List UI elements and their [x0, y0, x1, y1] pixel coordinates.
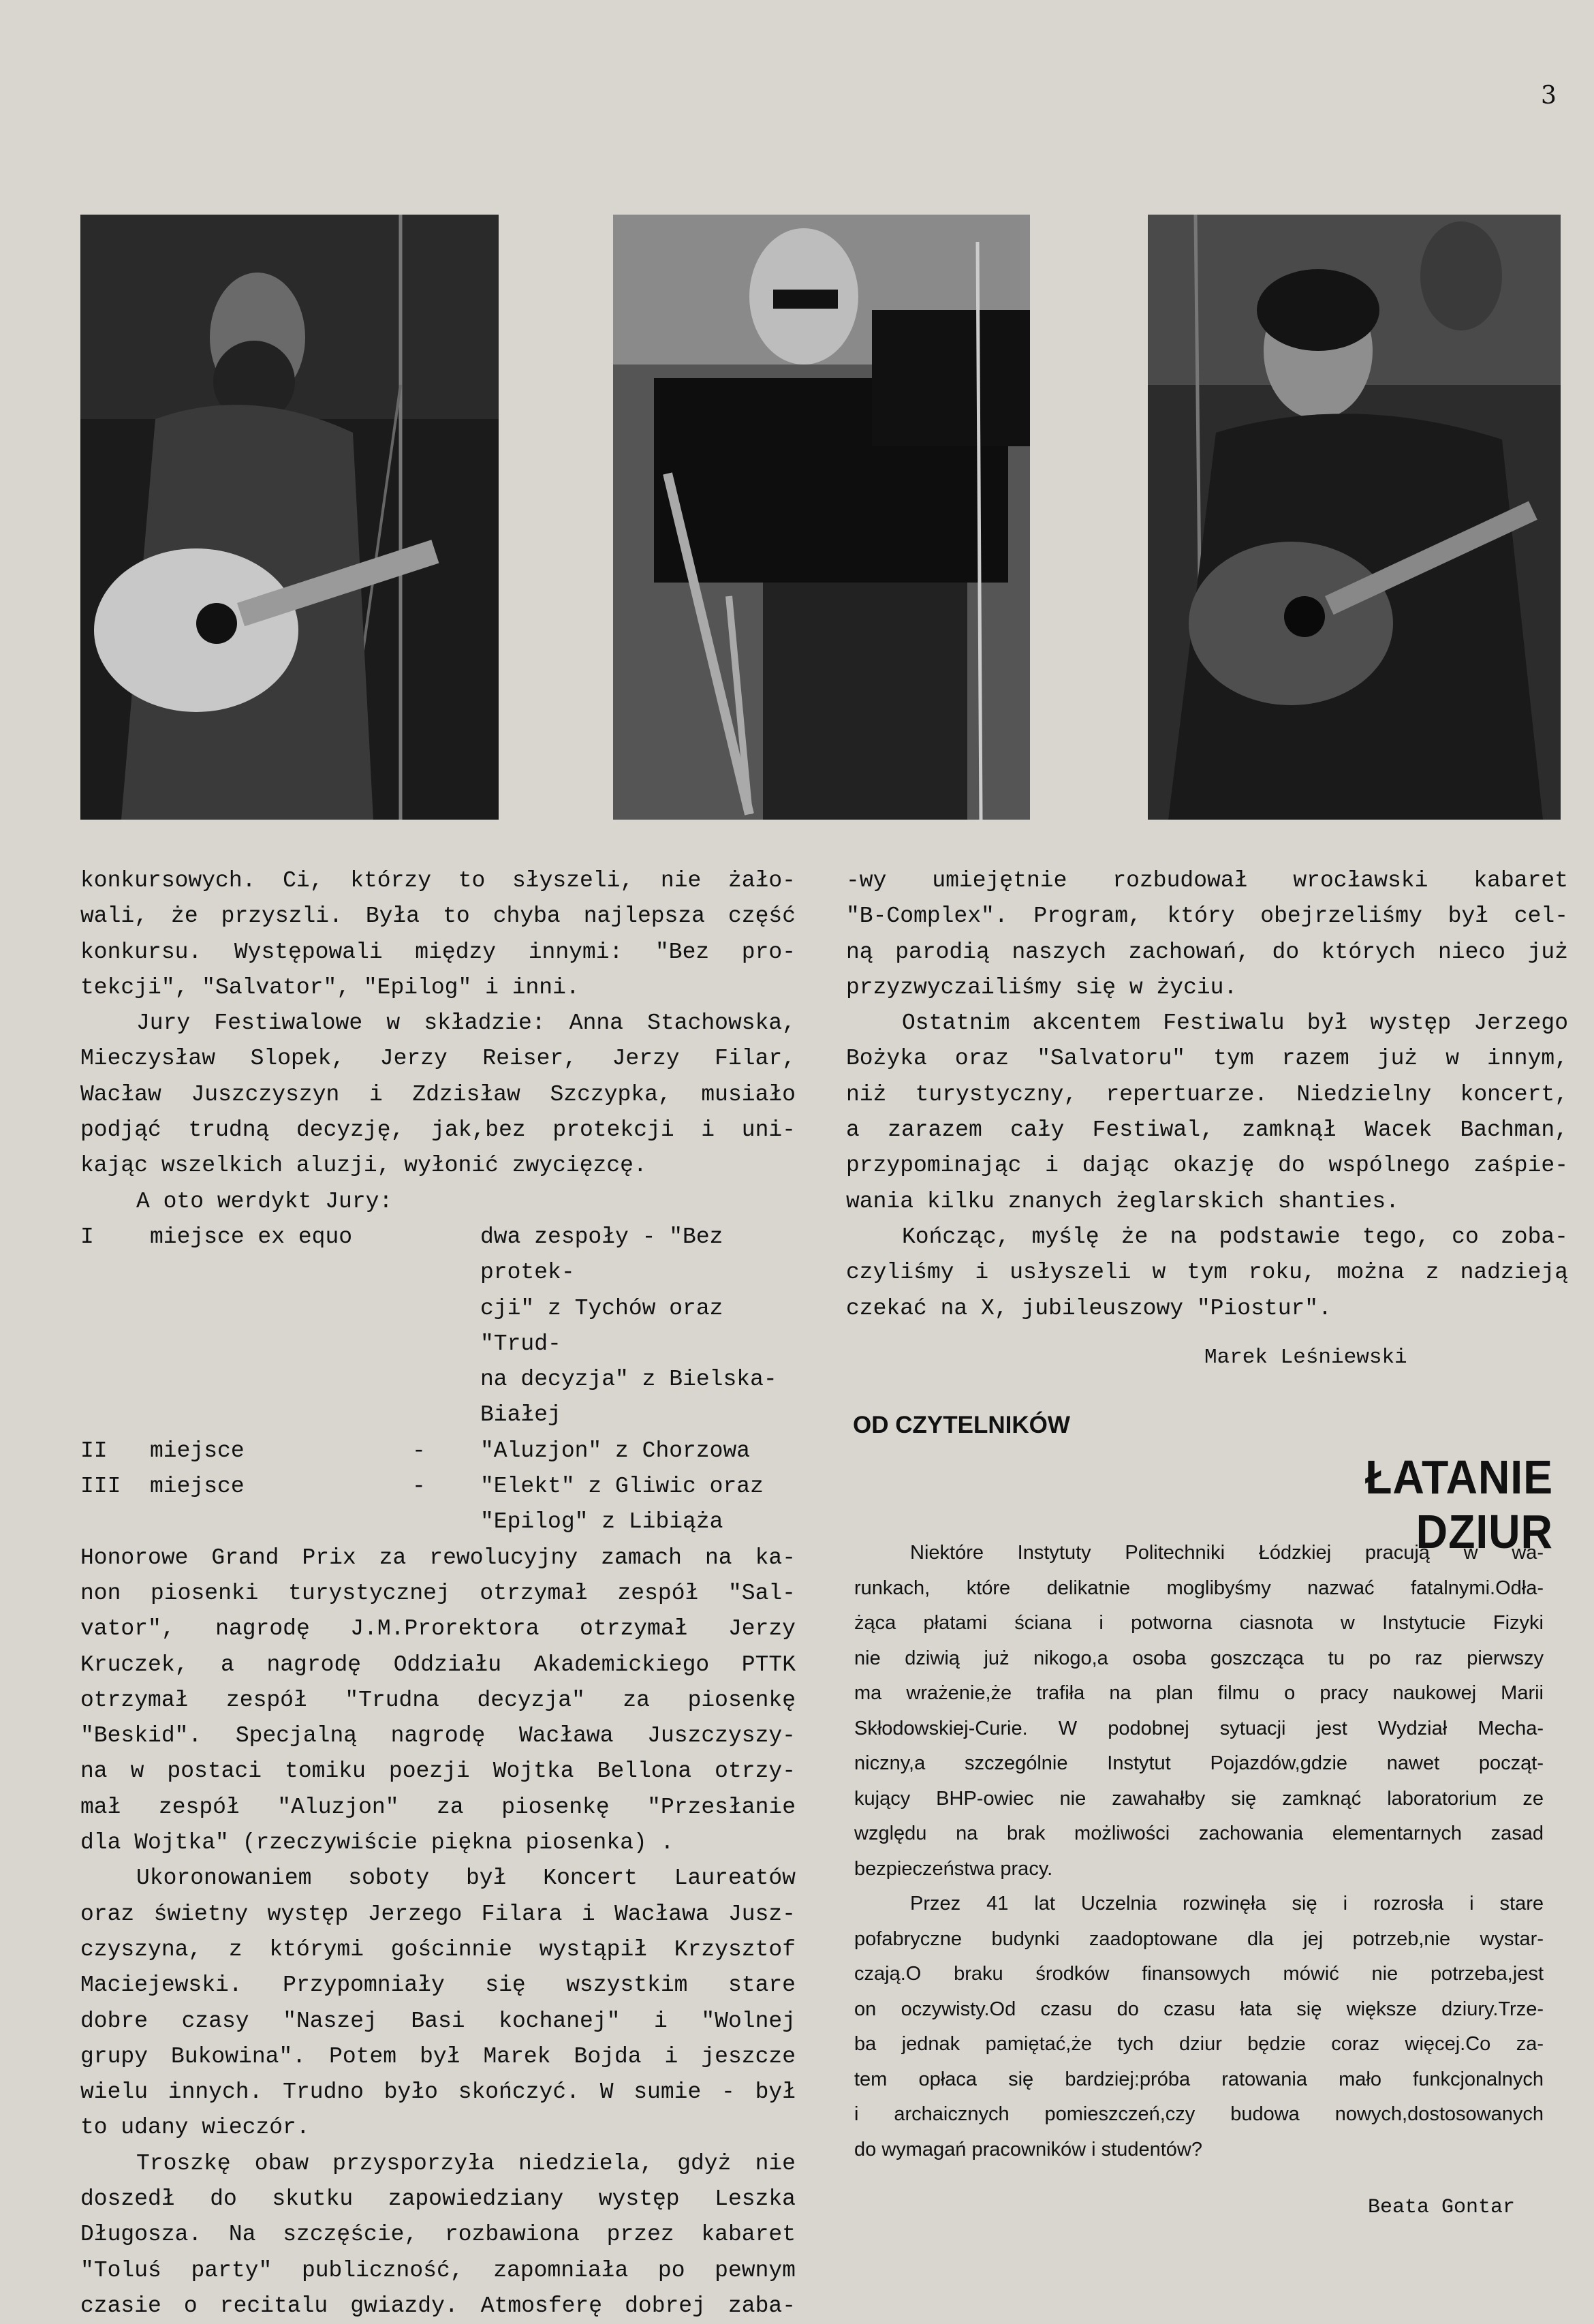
paragraph-4: Honorowe Grand Prix za rewolucyjny zamach na ka- non piosenki turystycznej otrzymał zespół "Sal- vator", nagrodę J.M.Prorektora otrzymał Jerzy Kruczek, a nagrodę Oddziału Akademickiego PTTK otrzymał zespół "Trudna decyzja" za piosenkę "Beskid". Specjalną nagrodę Wacława Juszczyszy- na w postaci tomiku poezji Wojtka Bellona otrzy- mał zespół "Aluzjon" za piosenkę "Przesłanie dla Wojtka" (rzeczywiście piękna piosenka) .	[80, 1545, 796, 1856]
verdict-label: miejsce	[150, 1474, 245, 1500]
verdict-place: III	[80, 1474, 121, 1500]
verdict-label: miejsce ex equo	[150, 1224, 353, 1250]
verdict-text: dwa zespoły - "Bez protek- cji" z Tychów oraz "Trud- na decyzja" z Bielska- Białej	[480, 1224, 777, 1428]
verdict-dash	[412, 1220, 480, 1434]
article-left-column	[80, 863, 796, 2324]
paragraph-2: Jury Festiwalowe w składzie: Anna Stachowska, Mieczysław Slopek, Jerzy Reiser, Jerzy Filar, Wacław Juszczyszyn i Zdzisław Szczypka, musiało podjąć trudną decyzję, jak,bez protekcji i uni- kając wszelkich aluzji, wyłonić zwycięzcę.	[80, 1010, 796, 1179]
paragraph-closing-act: Ostatnim akcentem Festiwalu był występ Jerzego Bożyka oraz "Salvatoru" tym razem już w innym, niż turystyczny, repertuarze. Niedzielny koncert, a zarazem cały Festiwal, zamknął Wacek Bachman, przypominając i dając okazję do wspólnego zaśpie- wania kilku znanych żeglarskich shanties.	[846, 1010, 1568, 1214]
verdict-dash: -	[412, 1438, 426, 1463]
page-number: 3	[1541, 82, 1557, 110]
photo-young-guitarist	[1148, 215, 1561, 820]
paragraph-1: konkursowych. Ci, którzy to słyszeli, nie żało- wali, że przyszli. Była to chyba najlepsza część konkursu. Występowali między innymi: "Bez pro- tekcji", "Salvator", "Epilog" i inni.	[80, 868, 796, 1000]
verdict-intro: A oto werdykt Jury:	[136, 1188, 393, 1214]
verdict-label: miejsce	[150, 1438, 245, 1463]
letter-body	[854, 1536, 1544, 2167]
letter-paragraph-1: Niektóre Instytuty Politechniki Łódzkiej pracują w wa- runkach, które delikatnie moglibyśmy nazwać fatalnymi.Odła- żąca płatami ściana i potworna ciasnota w Instytucie Fizyki nie dziwią już nikogo,a osoba goszcząca tu po raz pierwszy ma wrażenie,że trafiła na plan filmu o pracy naukowej Marii Skłodowskiej-Curie. W podobnej sytuacji jest Wydział Mecha- niczny,a szczególnie Instytut Pojazdów,gdzie nawet począt- kujący BHP-owiec nie zawahałby się zamknąć laboratorium ze względu na brak możliwości zachowania elementarnych zasad bezpieczeństwa pracy.	[854, 1542, 1544, 1880]
letter-author: Beata Gontar	[1368, 2196, 1516, 2219]
verdict-dash: -	[412, 1474, 426, 1500]
article-middle-column	[846, 863, 1568, 1327]
letter-paragraph-2: Przez 41 lat Uczelnia rozwinęła się i rozrosła i stare pofabryczne budynki zaadoptowane dla jej potrzeb,nie wystar- czają.O braku środków finansowych mówić nie potrzeba,jest on oczywisty.Od czasu do czasu łata się większe dziury.Trze- ba jednak pamiętać,że tych dziur będzie coraz więcej.Co za- tem opłaca się bardziej:próba ratowania mało funkcjonalnych i archaicznych pomieszczeń,czy budowa nowych,dostosowanych do wymagań pracowników i studentów?	[854, 1893, 1544, 2160]
paragraph-5: Ukoronowaniem soboty był Koncert Laureatów oraz świetny występ Jerzego Filara i Wacława Jusz- czyszyna, z którymi gościnnie wystąpił Krzysztof Maciejewski. Przypomniały się wszystkim stare dobre czasy "Naszej Basi kochanej" i "Wolnej grupy Bukowina". Potem był Marek Bojda i jeszcze wielu innych. Trudno było skończyć. W sumie - był to udany wieczór.	[80, 1865, 796, 2141]
verdict-place: II	[80, 1438, 108, 1463]
verdict-text: "Elekt" z Gliwic oraz "Epilog" z Libiąża	[480, 1474, 764, 1535]
letter-headline: ŁATANIE DZIUR	[1365, 1451, 1553, 1558]
verdict-place: I	[80, 1224, 94, 1250]
paragraph-6: Troszkę obaw przysporzyła niedziela, gdyż nie doszedł do skutku zapowiedziany występ Leszka Długosza. Na szczęście, rozbawiona przez kabaret "Toluś party" publiczność, zapomniała po pewnym czasie o recitalu gwiazdy. Atmosferę dobrej zaba-	[80, 2150, 796, 2319]
verdict-text: "Aluzjon" z Chorzowa	[480, 1438, 751, 1463]
verdict-table	[80, 1220, 796, 1540]
article-author: Marek Leśniewski	[1204, 1346, 1407, 1369]
paragraph-conclusion: Kończąc, myślę że na podstawie tego, co zoba- czyliśmy i usłyszeli w tym roku, można z nadzieją czekać na X, jubileuszowy "Piostur".	[846, 1224, 1568, 1321]
photo-bearded-guitarist	[80, 215, 499, 820]
paragraph-continued: -wy umiejętnie rozbudował wrocławski kabaret "B-Complex". Program, który obejrzeliśmy był cel- ną parodią naszych zachowań, do których nieco już przyzwyczailiśmy się w życiu.	[846, 868, 1568, 1000]
section-label: OD CZYTELNIKÓW	[853, 1412, 1070, 1438]
photo-pianist	[613, 215, 1030, 820]
